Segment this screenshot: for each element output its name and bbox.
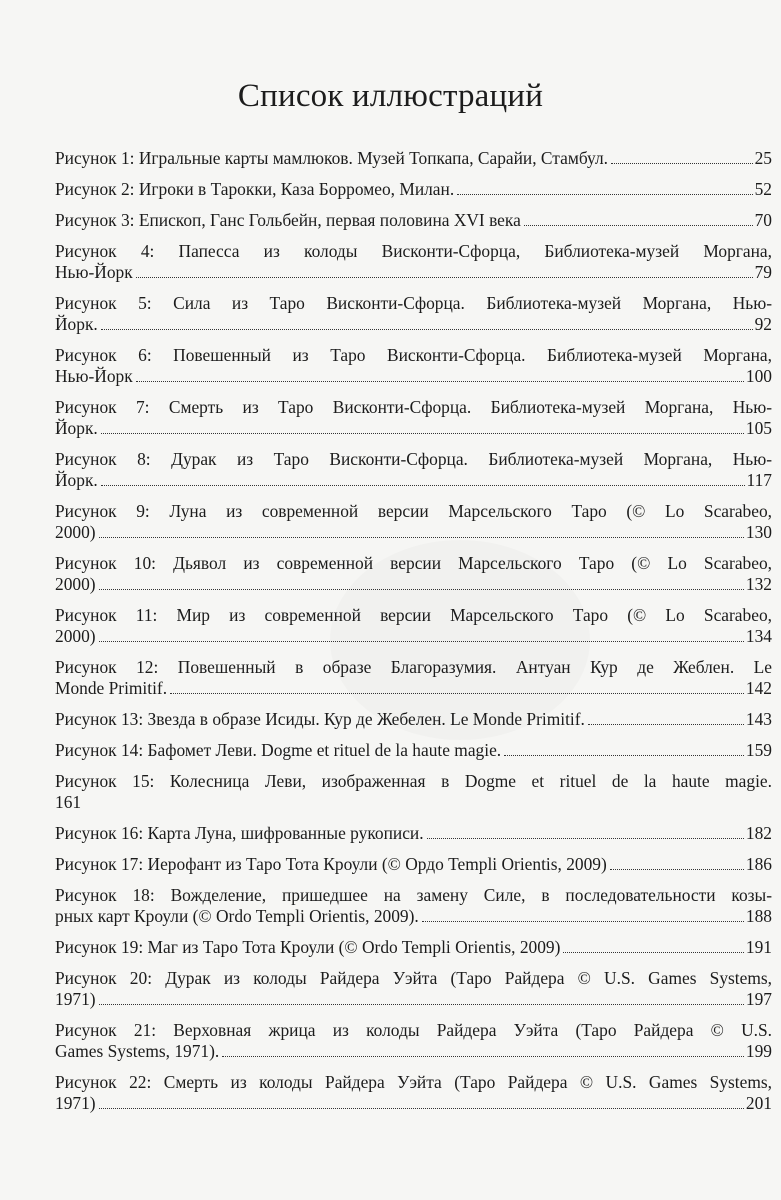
entry-line <box>55 709 772 730</box>
page-number: 132 <box>745 574 772 594</box>
list-item <box>55 501 772 543</box>
entry-text: Рисунок 13: Звезда в образе Исиды. Кур де Жебелен. Le Monde Primitif. <box>55 709 585 729</box>
entry-text: Рисунок 21: Верховная жрица из колоды Райдера Уэйта (Таро Райдера © U.S. <box>55 1020 772 1040</box>
page-number: 143 <box>745 709 772 729</box>
page-number: 159 <box>745 740 772 760</box>
page-number: 117 <box>746 470 772 490</box>
entry-text: Рисунок 10: Дьявол из современной версии Марсельского Таро (© Lo Scarabeo, <box>55 553 772 573</box>
dot-leader <box>610 869 744 870</box>
entry-line <box>55 823 772 844</box>
entry-line <box>55 418 772 439</box>
list-item <box>55 823 772 844</box>
entry-line <box>55 792 772 813</box>
dot-leader <box>457 194 752 195</box>
dot-leader <box>563 952 744 953</box>
page-title: Список иллюстраций <box>237 78 544 114</box>
entry-text-continued: 161 <box>55 792 82 812</box>
entry-line <box>55 1093 772 1114</box>
page-number: 142 <box>745 678 772 698</box>
entry-text: Рисунок 6: Повешенный из Таро Висконти-Сфорца. Библиотека-музей Моргана, <box>55 345 772 365</box>
list-item <box>55 397 772 439</box>
list-item <box>55 709 772 730</box>
entry-line <box>55 210 772 231</box>
entry-text: Рисунок 15: Колесница Леви, изображенная в Dogme et rituel de la haute magie. <box>55 771 772 791</box>
page-number: 105 <box>745 418 772 438</box>
entry-line <box>55 262 772 283</box>
page-number: 79 <box>754 262 772 282</box>
list-item <box>55 148 772 169</box>
dot-leader <box>136 277 753 278</box>
dot-leader <box>101 433 744 434</box>
entry-line <box>55 470 772 491</box>
list-item <box>55 293 772 335</box>
page-number: 182 <box>745 823 772 843</box>
entry-text: Рисунок 19: Маг из Таро Тота Кроули (© Ordo Templi Orientis, 2009) <box>55 937 561 957</box>
dot-leader <box>611 163 753 164</box>
entry-line <box>55 937 772 958</box>
entry-text-continued: Нью-Йорк <box>55 262 133 282</box>
entry-text-continued: Нью-Йорк <box>55 366 133 386</box>
page-number: 92 <box>754 314 772 334</box>
entry-text: Рисунок 16: Карта Луна, шифрованные рукописи. <box>55 823 424 843</box>
list-item <box>55 1072 772 1114</box>
dot-leader <box>99 1004 744 1005</box>
entry-line <box>55 1041 772 1062</box>
entry-text: Рисунок 9: Луна из современной версии Марсельского Таро (© Lo Scarabeo, <box>55 501 772 521</box>
dot-leader <box>427 838 744 839</box>
entry-text: Рисунок 7: Смерть из Таро Висконти-Сфорца. Библиотека-музей Моргана, Нью- <box>55 397 772 417</box>
entry-text: Рисунок 20: Дурак из колоды Райдера Уэйта (Таро Райдера © U.S. Games Systems, <box>55 968 772 988</box>
list-item <box>55 937 772 958</box>
list-item <box>55 657 772 699</box>
list-item <box>55 210 772 231</box>
entry-text-continued: 2000) <box>55 574 96 594</box>
entry-text-continued: 2000) <box>55 522 96 542</box>
dot-leader <box>588 724 744 725</box>
page-number: 197 <box>745 989 772 1009</box>
page-number: 52 <box>754 179 772 199</box>
page-number: 100 <box>745 366 772 386</box>
list-item <box>55 449 772 491</box>
list-item <box>55 771 772 813</box>
entry-line <box>55 678 772 699</box>
page-number: 201 <box>745 1093 772 1113</box>
list-item <box>55 968 772 1010</box>
entry-line <box>55 740 772 761</box>
dot-leader <box>99 537 744 538</box>
entry-text-continued: рных карт Кроули (© Ordo Templi Orientis, 2009). <box>55 906 419 926</box>
dot-leader <box>524 225 753 226</box>
entry-text-continued: Йорк. <box>55 314 98 334</box>
entry-text-continued: Games Systems, 1971). <box>55 1041 220 1061</box>
entry-text-continued: 2000) <box>55 626 96 646</box>
list-item <box>55 345 772 387</box>
entry-text: Рисунок 4: Папесса из колоды Висконти-Сфорца, Библиотека-музей Моргана, <box>55 241 772 261</box>
list-item <box>55 605 772 647</box>
entry-text: Рисунок 5: Сила из Таро Висконти-Сфорца. Библиотека-музей Моргана, Нью- <box>55 293 772 313</box>
entry-line <box>55 179 772 200</box>
list-item <box>55 854 772 875</box>
entry-line <box>55 314 772 335</box>
list-item <box>55 241 772 283</box>
entry-line <box>55 626 772 647</box>
page-number: 188 <box>745 906 772 926</box>
entry-line <box>55 906 772 927</box>
dot-leader <box>99 1108 744 1109</box>
list-item <box>55 885 772 927</box>
entry-text: Рисунок 11: Мир из современной версии Марсельского Таро (© Lo Scarabeo, <box>55 605 772 625</box>
entry-text: Рисунок 3: Епископ, Ганс Гольбейн, первая половина XVI века <box>55 210 521 230</box>
page-number: 130 <box>745 522 772 542</box>
entry-text: Рисунок 17: Иерофант из Таро Тота Кроули (© Ордо Templi Orientis, 2009) <box>55 854 607 874</box>
illustrations-list <box>55 148 772 1124</box>
entry-text: Рисунок 12: Повешенный в образе Благоразумия. Антуан Кур де Жеблен. Le <box>55 657 772 677</box>
page-number: 70 <box>754 210 772 230</box>
page-number: 191 <box>745 937 772 957</box>
dot-leader <box>504 755 744 756</box>
entry-line <box>55 854 772 875</box>
entry-text: Рисунок 1: Игральные карты мамлюков. Музей Топкапа, Сарайи, Стамбул. <box>55 148 608 168</box>
entry-line <box>55 522 772 543</box>
entry-text: Рисунок 2: Игроки в Тарокки, Каза Борромео, Милан. <box>55 179 455 199</box>
list-item <box>55 179 772 200</box>
dot-leader <box>101 329 753 330</box>
page-number: 25 <box>754 148 772 168</box>
entry-text-continued: 1971) <box>55 989 96 1009</box>
entry-line <box>55 366 772 387</box>
entry-text-continued: 1971) <box>55 1093 96 1113</box>
entry-text: Рисунок 18: Вожделение, пришедшее на замену Силе, в последовательности козы- <box>55 885 772 905</box>
dot-leader <box>101 485 745 486</box>
list-item <box>55 1020 772 1062</box>
entry-text-continued: Йорк. <box>55 418 98 438</box>
page-number: 199 <box>745 1041 772 1061</box>
page-number: 134 <box>745 626 772 646</box>
entry-text: Рисунок 22: Смерть из колоды Райдера Уэйта (Таро Райдера © U.S. Games Systems, <box>55 1072 772 1092</box>
dot-leader <box>136 381 744 382</box>
entry-text-continued: Monde Primitif. <box>55 678 168 698</box>
entry-text: Рисунок 14: Бафомет Леви. Dogme et rituel de la haute magie. <box>55 740 502 760</box>
list-item <box>55 553 772 595</box>
dot-leader <box>99 589 744 590</box>
dot-leader <box>422 921 744 922</box>
entry-line <box>55 989 772 1010</box>
page-number: 186 <box>745 854 772 874</box>
entry-text: Рисунок 8: Дурак из Таро Висконти-Сфорца. Библиотека-музей Моргана, Нью- <box>55 449 772 469</box>
entry-text-continued: Йорк. <box>55 470 98 490</box>
entry-line <box>55 574 772 595</box>
dot-leader <box>170 693 744 694</box>
entry-line <box>55 148 772 169</box>
dot-leader <box>99 641 744 642</box>
dot-leader <box>222 1056 744 1057</box>
list-item <box>55 740 772 761</box>
